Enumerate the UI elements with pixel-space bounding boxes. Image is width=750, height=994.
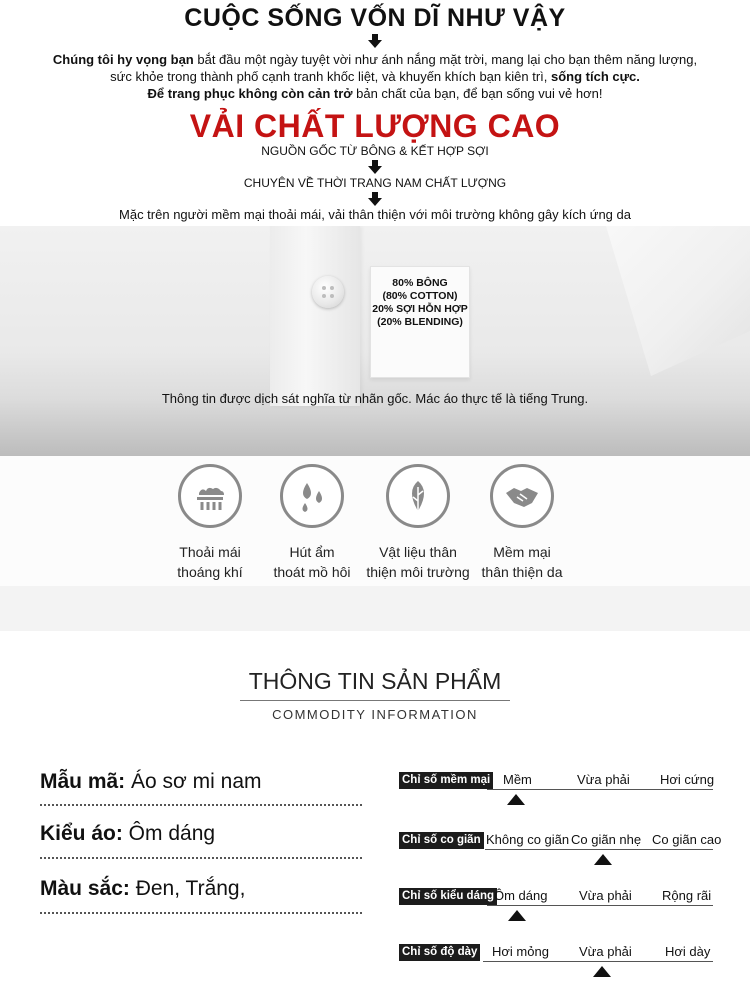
dotted-divider [40, 912, 362, 914]
feature-soft: Mềm mại thân thiện da [467, 464, 577, 582]
option: Vừa phải [579, 944, 632, 959]
option: Không co giãn [486, 832, 570, 847]
option: Hơi mỏng [492, 944, 549, 959]
scale-thickness: Chỉ số độ dày Hơi mỏng Vừa phải Hơi dày [399, 944, 719, 984]
feature-band [0, 456, 750, 586]
selected-marker-icon [508, 910, 526, 921]
spec-color: Màu sắc: Đen, Trắng, [40, 877, 246, 900]
dotted-divider [40, 804, 362, 806]
feature-eco: Vật liệu thân thiện môi trường [363, 464, 473, 582]
headline: CUỘC SỐNG VỐN DĨ NHƯ VẬY [184, 4, 566, 32]
option: Rộng rãi [662, 888, 712, 903]
selected-marker-icon [594, 854, 612, 865]
info-title: THÔNG TIN SẢN PHẨM [248, 668, 502, 694]
scale-stretch: Chỉ số co giãn Không co giãn Co giãn nhẹ Co giãn cao [399, 832, 719, 872]
origin-text: NGUỒN GỐC TỪ BÔNG & KẾT HỢP SỢI [261, 144, 489, 158]
option: Co giãn cao [652, 832, 722, 847]
intro-bold: Chúng tôi hy vọng bạn [52, 52, 194, 67]
scale-fit: Chỉ số kiểu dáng Ôm dáng Vừa phải Rộng rãi [399, 888, 719, 928]
photo-note: Thông tin được dịch sát nghĩa từ nhãn gốc. Mác áo thực tế là tiếng Trung. [161, 391, 589, 406]
sweat-absorb-icon [280, 464, 344, 528]
option: Vừa phải [579, 888, 632, 903]
scale-softness: Chỉ số mềm mại Mềm Vừa phải Hơi cứng [399, 772, 719, 812]
spec-model: Mẫu mã: Áo sơ mi nam [40, 770, 262, 793]
quality-title: VẢI CHẤT LƯỢNG CAO [189, 108, 561, 144]
selected-marker-icon [507, 794, 525, 805]
leaf-icon [386, 464, 450, 528]
dotted-divider [40, 857, 362, 859]
info-subtitle: COMMODITY INFORMATION [272, 707, 478, 722]
fashion-text: CHUYÊN VỀ THỜI TRANG NAM CHẤT LƯỢNG [243, 176, 507, 190]
breathable-icon [178, 464, 242, 528]
option: Ôm dáng [494, 888, 548, 903]
shirt-button-icon [312, 276, 344, 308]
shirt-collar [570, 226, 750, 376]
arrow-down-icon [368, 160, 382, 174]
handshake-icon [490, 464, 554, 528]
feature-sweat: Hút ẩm thoát mồ hôi [257, 464, 367, 582]
intro-text: Chúng tôi hy vọng bạn bắt đầu một ngày tuyệt vời như ánh nắng mặt trời, mang lại cho bạn thêm năng lượng, sức khỏe trong thành phố cạnh tranh khốc liệt, và khuyến khích bạn kiên trì, sống tích cực. Để trang phục không còn cản trở bản chất của bạn, để bạn sống vui vẻ hơn! [52, 52, 698, 101]
option: Mềm [503, 772, 532, 787]
shirt-photo [0, 226, 750, 456]
spec-style: Kiểu áo: Ôm dáng [40, 822, 216, 845]
option: Hơi cứng [660, 772, 715, 787]
fabric-label-tag: 80% BÔNG (80% COTTON) 20% SỢI HỖN HỢP (20% BLENDING) [370, 266, 470, 378]
info-divider [240, 700, 510, 701]
divider-band [0, 586, 750, 631]
wearing-text: Mặc trên người mềm mại thoải mái, vải thân thiện với môi trường không gây kích ứng da [119, 207, 631, 222]
option: Vừa phải [577, 772, 630, 787]
feature-breathable: Thoải mái thoáng khí [155, 464, 265, 582]
arrow-down-icon [368, 34, 382, 48]
option: Hơi dày [665, 944, 711, 959]
shirt-placket [270, 226, 360, 406]
arrow-down-icon [368, 192, 382, 206]
selected-marker-icon [593, 966, 611, 977]
option: Co giãn nhẹ [571, 832, 642, 847]
